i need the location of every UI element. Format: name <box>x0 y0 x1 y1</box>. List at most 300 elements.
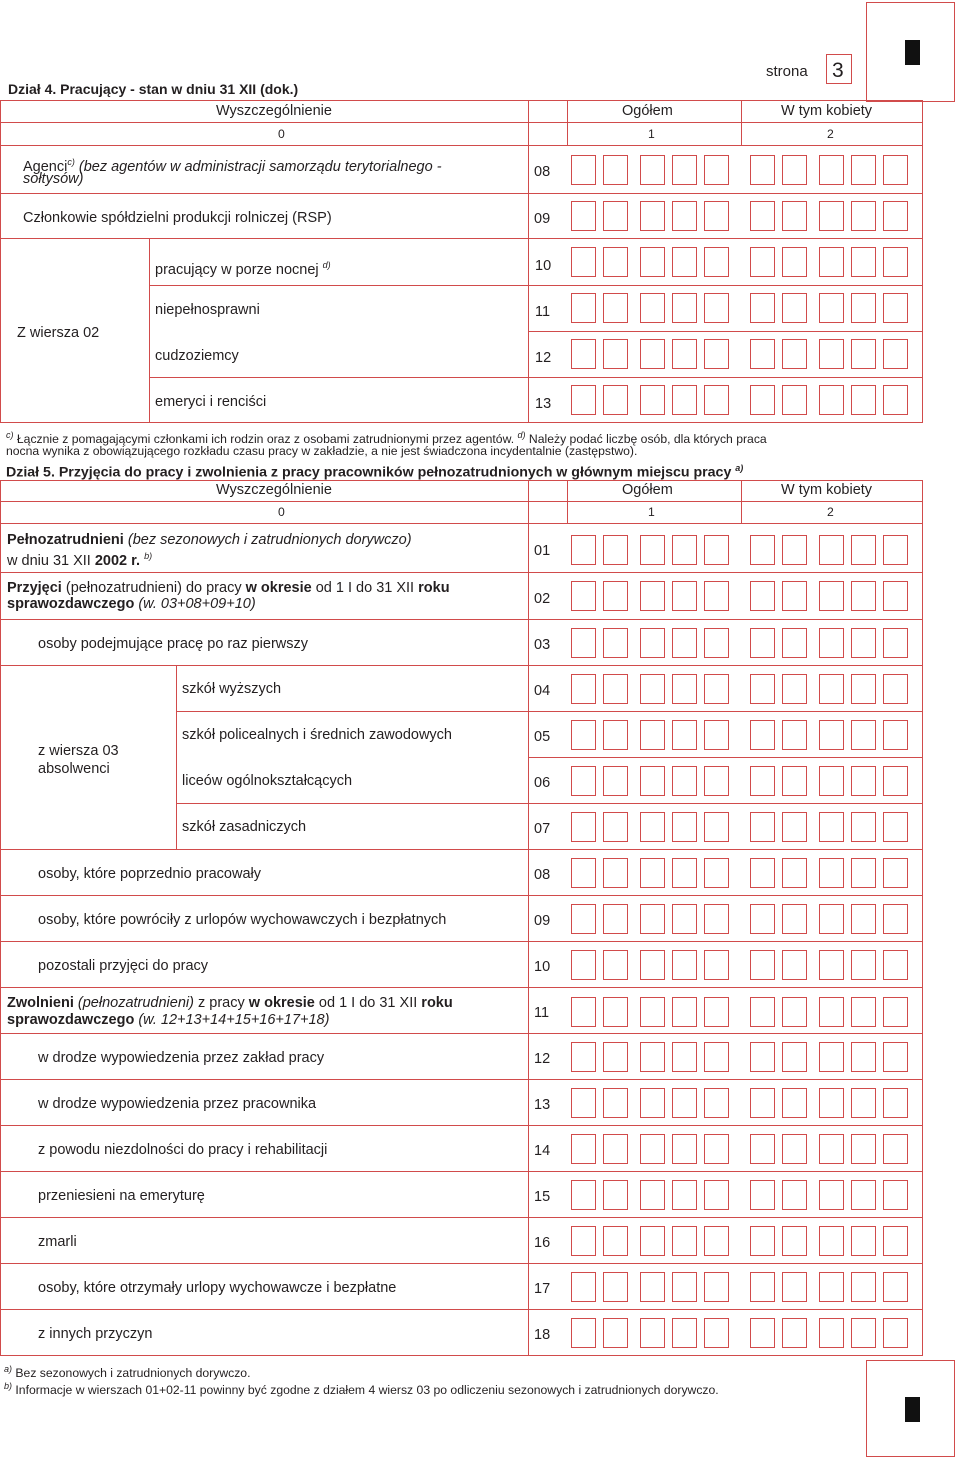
digit-cell-s5-15-total-b-1[interactable] <box>640 1180 665 1210</box>
digit-cell-s5-01-total-b-1[interactable] <box>640 535 665 565</box>
digit-cell-s5-01-women-b-1[interactable] <box>819 535 844 565</box>
s5-row11-label-line1: Zwolnieni (pełnozatrudnieni) z pracy w okresie od 1 I do 31 XII roku <box>7 995 453 1011</box>
digit-cell-s5-05-women-a-2[interactable] <box>782 720 807 750</box>
digit-cell-s5-11-total-b-3[interactable] <box>704 997 729 1027</box>
digit-cell-s5-06-total-a-1[interactable] <box>571 766 596 796</box>
digit-cell-s5-11-women-a-2[interactable] <box>782 997 807 1027</box>
digit-cell-s4-09-total-b-2[interactable] <box>672 201 697 231</box>
digit-cell-s4-08-total-b-2[interactable] <box>672 155 697 185</box>
digit-cell-s5-14-women-b-1[interactable] <box>819 1134 844 1164</box>
digit-cell-s4-13-women-b-1[interactable] <box>819 385 844 415</box>
digit-cell-s5-01-total-a-2[interactable] <box>603 535 628 565</box>
digit-cell-s4-11-women-a-2[interactable] <box>782 293 807 323</box>
s4-group-label: Z wiersza 02 <box>17 325 100 341</box>
digit-cell-s5-10-women-b-2[interactable] <box>851 950 876 980</box>
digit-cell-s5-04-total-b-3[interactable] <box>704 674 729 704</box>
digit-cell-s5-10-total-a-1[interactable] <box>571 950 596 980</box>
digit-cell-s5-15-women-b-1[interactable] <box>819 1180 844 1210</box>
digit-cell-s5-13-total-b-3[interactable] <box>704 1088 729 1118</box>
digit-cell-s4-13-total-b-2[interactable] <box>672 385 697 415</box>
digit-cell-s5-16-total-a-2[interactable] <box>603 1226 628 1256</box>
digit-cell-s5-13-women-b-3[interactable] <box>883 1088 908 1118</box>
s5-row02-label-line1: Przyjęci (pełnozatrudnieni) do pracy w okresie od 1 I do 31 XII roku <box>7 580 450 596</box>
digit-cell-s5-09-women-b-1[interactable] <box>819 904 844 934</box>
digit-cell-s5-18-women-a-2[interactable] <box>782 1318 807 1348</box>
digit-cell-s5-03-total-b-2[interactable] <box>672 628 697 658</box>
digit-cell-s5-18-total-a-2[interactable] <box>603 1318 628 1348</box>
digit-cell-s5-17-women-b-3[interactable] <box>883 1272 908 1302</box>
digit-cell-s5-04-total-a-1[interactable] <box>571 674 596 704</box>
s4-row09-label: Członkowie spółdzielni produkcji rolniczej (RSP) <box>23 210 332 226</box>
digit-cell-s5-12-women-a-2[interactable] <box>782 1042 807 1072</box>
digit-cell-s5-07-total-b-1[interactable] <box>640 812 665 842</box>
digit-cell-s5-17-total-a-1[interactable] <box>571 1272 596 1302</box>
digit-cell-s5-16-total-b-3[interactable] <box>704 1226 729 1256</box>
digit-cell-s4-13-women-a-2[interactable] <box>782 385 807 415</box>
s5-row09-label: osoby, które powróciły z urlopów wychowawczych i bezpłatnych <box>38 912 447 928</box>
digit-cell-s5-10-women-b-1[interactable] <box>819 950 844 980</box>
s4-col-number-1: 1 <box>648 127 655 141</box>
digit-cell-s5-07-women-b-1[interactable] <box>819 812 844 842</box>
digit-cell-s5-09-women-b-3[interactable] <box>883 904 908 934</box>
digit-cell-s5-14-women-a-1[interactable] <box>750 1134 775 1164</box>
digit-cell-s5-06-women-b-3[interactable] <box>883 766 908 796</box>
s4-col-header-2: W tym kobiety <box>781 103 873 119</box>
digit-cell-s5-08-total-a-2[interactable] <box>603 858 628 888</box>
digit-cell-s5-01-women-a-1[interactable] <box>750 535 775 565</box>
digit-cell-s5-04-women-a-2[interactable] <box>782 674 807 704</box>
digit-cell-s4-10-total-b-2[interactable] <box>672 247 697 277</box>
s4-row12-number: 12 <box>535 350 552 366</box>
digit-cell-s4-11-women-a-1[interactable] <box>750 293 775 323</box>
s5-row13-label: w drodze wypowiedzenia przez pracownika <box>38 1096 317 1112</box>
digit-cell-s4-10-total-b-1[interactable] <box>640 247 665 277</box>
s5-row04-label: szkół wyższych <box>182 681 282 697</box>
s5-row07-number: 07 <box>534 821 551 837</box>
digit-cell-s5-08-women-b-1[interactable] <box>819 858 844 888</box>
s4-row13-label: emeryci i renciści <box>155 394 267 410</box>
s5-row10-label: pozostali przyjęci do pracy <box>38 958 209 974</box>
digit-cell-s5-15-total-b-2[interactable] <box>672 1180 697 1210</box>
s4-row08-label-line2: sołtysów) <box>23 171 84 187</box>
digit-cell-s4-09-women-b-3[interactable] <box>883 201 908 231</box>
digit-cell-s5-09-total-b-3[interactable] <box>704 904 729 934</box>
s4-row08-number: 08 <box>534 164 551 180</box>
digit-cell-s5-18-total-b-3[interactable] <box>704 1318 729 1348</box>
digit-cell-s4-09-total-b-1[interactable] <box>640 201 665 231</box>
s5-row18-number: 18 <box>534 1327 551 1343</box>
digit-cell-s5-11-women-b-3[interactable] <box>883 997 908 1027</box>
digit-cell-s5-14-total-b-1[interactable] <box>640 1134 665 1164</box>
s4-row09-number: 09 <box>534 211 551 227</box>
s5-col-number-1: 1 <box>648 505 655 519</box>
s4-row10-number: 10 <box>535 258 552 274</box>
digit-cell-s4-12-total-b-2[interactable] <box>672 339 697 369</box>
digit-cell-s5-16-total-b-2[interactable] <box>672 1226 697 1256</box>
digit-cell-s5-08-women-b-2[interactable] <box>851 858 876 888</box>
digit-cell-s5-14-women-b-2[interactable] <box>851 1134 876 1164</box>
digit-cell-s5-10-total-a-2[interactable] <box>603 950 628 980</box>
digit-cell-s5-06-women-b-2[interactable] <box>851 766 876 796</box>
digit-cell-s4-09-women-b-1[interactable] <box>819 201 844 231</box>
s4-row11-number: 11 <box>535 304 551 320</box>
digit-cell-s5-17-women-b-1[interactable] <box>819 1272 844 1302</box>
digit-cell-s5-13-total-b-2[interactable] <box>672 1088 697 1118</box>
digit-cell-s5-03-total-b-1[interactable] <box>640 628 665 658</box>
digit-cell-s5-01-women-b-2[interactable] <box>851 535 876 565</box>
digit-cell-s4-09-total-b-3[interactable] <box>704 201 729 231</box>
digit-cell-s5-04-women-b-2[interactable] <box>851 674 876 704</box>
page-label: strona <box>766 63 808 80</box>
digit-cell-s5-13-women-a-1[interactable] <box>750 1088 775 1118</box>
digit-cell-s5-06-women-a-1[interactable] <box>750 766 775 796</box>
digit-cell-s5-04-women-a-1[interactable] <box>750 674 775 704</box>
digit-cell-s5-11-women-b-2[interactable] <box>851 997 876 1027</box>
digit-cell-s5-13-women-b-2[interactable] <box>851 1088 876 1118</box>
digit-cell-s5-11-total-a-2[interactable] <box>603 997 628 1027</box>
digit-cell-s5-10-total-b-2[interactable] <box>672 950 697 980</box>
digit-cell-s4-12-women-a-1[interactable] <box>750 339 775 369</box>
digit-cell-s4-08-women-b-3[interactable] <box>883 155 908 185</box>
digit-cell-s5-08-total-b-1[interactable] <box>640 858 665 888</box>
s5-row16-label: zmarli <box>38 1234 77 1250</box>
digit-cell-s5-02-total-b-2[interactable] <box>672 581 697 611</box>
s4-col-header-0: Wyszczególnienie <box>216 103 332 119</box>
digit-cell-s4-10-women-b-2[interactable] <box>851 247 876 277</box>
digit-cell-s4-09-women-a-1[interactable] <box>750 201 775 231</box>
digit-cell-s5-07-women-b-3[interactable] <box>883 812 908 842</box>
digit-cell-s5-09-women-a-2[interactable] <box>782 904 807 934</box>
digit-cell-s5-14-women-a-2[interactable] <box>782 1134 807 1164</box>
digit-cell-s5-03-women-a-2[interactable] <box>782 628 807 658</box>
digit-cell-s5-18-total-b-2[interactable] <box>672 1318 697 1348</box>
digit-cell-s5-05-total-b-1[interactable] <box>640 720 665 750</box>
s5-footnote-a: $^{a)}$ Bez sezonowych i zatrudnionych dorywczo. <box>4 1364 251 1381</box>
s4-row13-number: 13 <box>535 396 552 412</box>
digit-cell-s5-10-total-b-3[interactable] <box>704 950 729 980</box>
digit-cell-s4-12-women-b-3[interactable] <box>883 339 908 369</box>
digit-cell-s5-01-total-b-2[interactable] <box>672 535 697 565</box>
digit-cell-s5-11-total-b-2[interactable] <box>672 997 697 1027</box>
digit-cell-s5-02-total-a-1[interactable] <box>571 581 596 611</box>
digit-cell-s5-04-total-a-2[interactable] <box>603 674 628 704</box>
digit-cell-s5-02-total-a-2[interactable] <box>603 581 628 611</box>
s4-footnote-line2: nocna wynika z obowiązującego rozkładu czasu pracy w zakładzie, a nie jest świadczona incydentalnie (zastępstwo). <box>6 444 638 458</box>
s5-row18-label: z innych przyczyn <box>38 1326 153 1342</box>
digit-cell-s4-11-total-a-1[interactable] <box>571 293 596 323</box>
digit-cell-s5-18-total-a-1[interactable] <box>571 1318 596 1348</box>
digit-cell-s5-13-women-a-2[interactable] <box>782 1088 807 1118</box>
digit-cell-s5-17-women-b-2[interactable] <box>851 1272 876 1302</box>
s5-row10-number: 10 <box>534 959 551 975</box>
digit-cell-s5-18-women-b-3[interactable] <box>883 1318 908 1348</box>
digit-cell-s4-09-women-b-2[interactable] <box>851 201 876 231</box>
s5-row09-number: 09 <box>534 913 551 929</box>
digit-cell-s5-01-women-a-2[interactable] <box>782 535 807 565</box>
digit-cell-s5-10-women-a-2[interactable] <box>782 950 807 980</box>
digit-cell-s5-17-women-a-1[interactable] <box>750 1272 775 1302</box>
registration-mark-top <box>866 2 955 102</box>
digit-cell-s5-10-women-a-1[interactable] <box>750 950 775 980</box>
digit-cell-s5-12-women-b-2[interactable] <box>851 1042 876 1072</box>
digit-cell-s5-07-women-b-2[interactable] <box>851 812 876 842</box>
digit-cell-s5-14-women-b-3[interactable] <box>883 1134 908 1164</box>
digit-cell-s5-04-women-b-3[interactable] <box>883 674 908 704</box>
digit-cell-s4-12-women-b-2[interactable] <box>851 339 876 369</box>
digit-cell-s5-16-total-b-1[interactable] <box>640 1226 665 1256</box>
digit-cell-s5-01-total-a-1[interactable] <box>571 535 596 565</box>
digit-cell-s5-12-total-a-2[interactable] <box>603 1042 628 1072</box>
digit-cell-s5-07-total-b-3[interactable] <box>704 812 729 842</box>
digit-cell-s4-11-women-b-2[interactable] <box>851 293 876 323</box>
digit-cell-s5-15-total-b-3[interactable] <box>704 1180 729 1210</box>
digit-cell-s5-07-women-a-1[interactable] <box>750 812 775 842</box>
digit-cell-s5-12-women-b-3[interactable] <box>883 1042 908 1072</box>
s5-row14-number: 14 <box>534 1143 551 1159</box>
digit-cell-s5-05-women-b-3[interactable] <box>883 720 908 750</box>
digit-cell-s5-13-total-a-2[interactable] <box>603 1088 628 1118</box>
digit-cell-s5-09-total-a-1[interactable] <box>571 904 596 934</box>
digit-cell-s4-13-women-b-3[interactable] <box>883 385 908 415</box>
s4-col-number-0: 0 <box>278 127 285 141</box>
digit-cell-s5-16-women-b-2[interactable] <box>851 1226 876 1256</box>
s5-row15-label: przeniesieni na emeryturę <box>38 1188 205 1204</box>
digit-cell-s5-18-women-b-1[interactable] <box>819 1318 844 1348</box>
digit-cell-s5-15-women-a-2[interactable] <box>782 1180 807 1210</box>
digit-cell-s4-08-total-a-1[interactable] <box>571 155 596 185</box>
digit-cell-s5-09-women-b-2[interactable] <box>851 904 876 934</box>
digit-cell-s4-09-women-a-2[interactable] <box>782 201 807 231</box>
digit-cell-s4-13-total-b-3[interactable] <box>704 385 729 415</box>
digit-cell-s5-02-women-b-1[interactable] <box>819 581 844 611</box>
digit-cell-s5-12-total-b-1[interactable] <box>640 1042 665 1072</box>
digit-cell-s5-17-total-b-3[interactable] <box>704 1272 729 1302</box>
digit-cell-s5-09-total-b-2[interactable] <box>672 904 697 934</box>
s5-row14-label: z powodu niezdolności do pracy i rehabilitacji <box>38 1142 328 1158</box>
digit-cell-s4-12-total-b-1[interactable] <box>640 339 665 369</box>
digit-cell-s5-06-total-b-3[interactable] <box>704 766 729 796</box>
digit-cell-s5-15-total-a-2[interactable] <box>603 1180 628 1210</box>
digit-cell-s5-04-total-b-2[interactable] <box>672 674 697 704</box>
digit-cell-s5-02-women-a-2[interactable] <box>782 581 807 611</box>
digit-cell-s5-15-total-a-1[interactable] <box>571 1180 596 1210</box>
digit-cell-s4-08-women-b-2[interactable] <box>851 155 876 185</box>
digit-cell-s5-02-total-b-1[interactable] <box>640 581 665 611</box>
digit-cell-s5-06-total-b-2[interactable] <box>672 766 697 796</box>
digit-cell-s5-08-women-b-3[interactable] <box>883 858 908 888</box>
digit-cell-s5-10-women-b-3[interactable] <box>883 950 908 980</box>
s5-row12-number: 12 <box>534 1051 551 1067</box>
s5-row12-label: w drodze wypowiedzenia przez zakład pracy <box>38 1050 325 1066</box>
s5-row08-label: osoby, które poprzednio pracowały <box>38 866 261 882</box>
digit-cell-s5-11-total-a-1[interactable] <box>571 997 596 1027</box>
digit-cell-s5-06-total-b-1[interactable] <box>640 766 665 796</box>
digit-cell-s5-12-total-b-2[interactable] <box>672 1042 697 1072</box>
digit-cell-s4-08-total-a-2[interactable] <box>603 155 628 185</box>
s5-row15-number: 15 <box>534 1189 551 1205</box>
s4-row10-label: pracujący w porze nocnej $^{d)}$ <box>155 260 331 278</box>
digit-cell-s5-02-women-b-3[interactable] <box>883 581 908 611</box>
digit-cell-s5-15-women-b-3[interactable] <box>883 1180 908 1210</box>
digit-cell-s5-07-total-b-2[interactable] <box>672 812 697 842</box>
digit-cell-s4-08-women-a-2[interactable] <box>782 155 807 185</box>
digit-cell-s4-10-total-a-2[interactable] <box>603 247 628 277</box>
digit-cell-s5-02-women-a-1[interactable] <box>750 581 775 611</box>
digit-cell-s5-13-total-b-1[interactable] <box>640 1088 665 1118</box>
digit-cell-s5-05-total-a-2[interactable] <box>603 720 628 750</box>
s5-row05-number: 05 <box>534 729 551 745</box>
digit-cell-s5-15-women-b-2[interactable] <box>851 1180 876 1210</box>
digit-cell-s4-11-total-a-2[interactable] <box>603 293 628 323</box>
digit-cell-s5-07-women-a-2[interactable] <box>782 812 807 842</box>
digit-cell-s5-12-women-a-1[interactable] <box>750 1042 775 1072</box>
digit-cell-s5-03-women-b-2[interactable] <box>851 628 876 658</box>
digit-cell-s5-01-total-b-3[interactable] <box>704 535 729 565</box>
digit-cell-s5-14-total-a-2[interactable] <box>603 1134 628 1164</box>
digit-cell-s5-17-total-b-1[interactable] <box>640 1272 665 1302</box>
s4-col-number-2: 2 <box>827 127 834 141</box>
digit-cell-s5-03-total-a-2[interactable] <box>603 628 628 658</box>
digit-cell-s5-16-women-a-1[interactable] <box>750 1226 775 1256</box>
digit-cell-s5-14-total-b-2[interactable] <box>672 1134 697 1164</box>
digit-cell-s5-09-total-a-2[interactable] <box>603 904 628 934</box>
digit-cell-s5-16-women-b-1[interactable] <box>819 1226 844 1256</box>
digit-cell-s4-13-women-b-2[interactable] <box>851 385 876 415</box>
digit-cell-s5-17-total-a-2[interactable] <box>603 1272 628 1302</box>
digit-cell-s5-18-women-a-1[interactable] <box>750 1318 775 1348</box>
digit-cell-s4-12-women-a-2[interactable] <box>782 339 807 369</box>
s5-row01-number: 01 <box>534 543 551 559</box>
s5-row01-label-line1: Pełnozatrudnieni (bez sezonowych i zatrudnionych dorywczo) <box>7 532 412 548</box>
digit-cell-s5-17-women-a-2[interactable] <box>782 1272 807 1302</box>
digit-cell-s4-10-women-a-2[interactable] <box>782 247 807 277</box>
s5-row06-number: 06 <box>534 775 551 791</box>
digit-cell-s4-08-women-a-1[interactable] <box>750 155 775 185</box>
digit-cell-s5-03-women-a-1[interactable] <box>750 628 775 658</box>
digit-cell-s5-11-total-b-1[interactable] <box>640 997 665 1027</box>
digit-cell-s5-05-total-b-3[interactable] <box>704 720 729 750</box>
digit-cell-s5-18-total-b-1[interactable] <box>640 1318 665 1348</box>
digit-cell-s5-12-total-b-3[interactable] <box>704 1042 729 1072</box>
digit-cell-s5-02-total-b-3[interactable] <box>704 581 729 611</box>
digit-cell-s4-10-women-b-3[interactable] <box>883 247 908 277</box>
digit-cell-s5-04-total-b-1[interactable] <box>640 674 665 704</box>
digit-cell-s5-09-total-b-1[interactable] <box>640 904 665 934</box>
digit-cell-s5-12-total-a-1[interactable] <box>571 1042 596 1072</box>
digit-cell-s4-08-total-b-3[interactable] <box>704 155 729 185</box>
digit-cell-s4-11-total-b-3[interactable] <box>704 293 729 323</box>
digit-cell-s5-06-women-b-1[interactable] <box>819 766 844 796</box>
digit-cell-s4-13-total-a-1[interactable] <box>571 385 596 415</box>
digit-cell-s5-18-women-b-2[interactable] <box>851 1318 876 1348</box>
digit-cell-s5-07-total-a-2[interactable] <box>603 812 628 842</box>
digit-cell-s5-13-women-b-1[interactable] <box>819 1088 844 1118</box>
s5-row06-label: liceów ogólnokształcących <box>182 773 353 789</box>
digit-cell-s5-06-total-a-2[interactable] <box>603 766 628 796</box>
s5-grad-label-line2: absolwenci <box>38 761 110 777</box>
digit-cell-s5-08-total-b-2[interactable] <box>672 858 697 888</box>
digit-cell-s5-17-total-b-2[interactable] <box>672 1272 697 1302</box>
digit-cell-s5-08-women-a-1[interactable] <box>750 858 775 888</box>
digit-cell-s5-07-total-a-1[interactable] <box>571 812 596 842</box>
digit-cell-s4-12-total-a-1[interactable] <box>571 339 596 369</box>
digit-cell-s5-16-women-a-2[interactable] <box>782 1226 807 1256</box>
digit-cell-s5-02-women-b-2[interactable] <box>851 581 876 611</box>
digit-cell-s5-08-women-a-2[interactable] <box>782 858 807 888</box>
digit-cell-s4-11-women-b-1[interactable] <box>819 293 844 323</box>
digit-cell-s5-05-women-b-1[interactable] <box>819 720 844 750</box>
s5-col-header-1: Ogółem <box>622 482 673 498</box>
digit-cell-s5-05-women-b-2[interactable] <box>851 720 876 750</box>
digit-cell-s5-01-women-b-3[interactable] <box>883 535 908 565</box>
digit-cell-s5-05-total-a-1[interactable] <box>571 720 596 750</box>
digit-cell-s5-08-total-b-3[interactable] <box>704 858 729 888</box>
digit-cell-s4-09-total-a-2[interactable] <box>603 201 628 231</box>
registration-mark-bottom <box>866 1360 955 1457</box>
digit-cell-s5-12-women-b-1[interactable] <box>819 1042 844 1072</box>
digit-cell-s5-09-women-a-1[interactable] <box>750 904 775 934</box>
section4-title: Dział 4. Pracujący - stan w dniu 31 XII (dok.) <box>8 81 299 97</box>
digit-cell-s5-03-total-b-3[interactable] <box>704 628 729 658</box>
digit-cell-s4-11-total-b-1[interactable] <box>640 293 665 323</box>
digit-cell-s4-13-total-a-2[interactable] <box>603 385 628 415</box>
digit-cell-s4-13-total-b-1[interactable] <box>640 385 665 415</box>
digit-cell-s5-16-total-a-1[interactable] <box>571 1226 596 1256</box>
digit-cell-s5-10-total-b-1[interactable] <box>640 950 665 980</box>
digit-cell-s5-03-women-b-1[interactable] <box>819 628 844 658</box>
s5-row01-label-line2: w dniu 31 XII 2002 r. $^{b)}$ <box>7 551 153 569</box>
s5-row13-number: 13 <box>534 1097 551 1113</box>
digit-cell-s5-05-women-a-1[interactable] <box>750 720 775 750</box>
digit-cell-s4-12-total-b-3[interactable] <box>704 339 729 369</box>
digit-cell-s4-10-total-a-1[interactable] <box>571 247 596 277</box>
digit-cell-s5-04-women-b-1[interactable] <box>819 674 844 704</box>
digit-cell-s4-12-total-a-2[interactable] <box>603 339 628 369</box>
s5-footnote-b: $^{b)}$ Informacje w wierszach 01+02-11 powinny być zgodne z działem 4 wiersz 03 po odliczeniu sezonowych i zatrudnionych dorywczo. <box>4 1381 719 1398</box>
digit-cell-s4-11-total-b-2[interactable] <box>672 293 697 323</box>
s5-row05-label: szkół policealnych i średnich zawodowych <box>182 727 452 743</box>
s5-row16-number: 16 <box>534 1235 551 1251</box>
s5-col-number-2: 2 <box>827 505 834 519</box>
digit-cell-s5-05-total-b-2[interactable] <box>672 720 697 750</box>
s4-row08-label-line1: Agenci$^{c)}$ (bez agentów w administracji samorządu terytorialnego - <box>23 157 442 175</box>
digit-cell-s4-10-total-b-3[interactable] <box>704 247 729 277</box>
digit-cell-s5-08-total-a-1[interactable] <box>571 858 596 888</box>
digit-cell-s5-06-women-a-2[interactable] <box>782 766 807 796</box>
s4-row11-label: niepełnosprawni <box>155 302 260 318</box>
digit-cell-s4-10-women-a-1[interactable] <box>750 247 775 277</box>
digit-cell-s4-13-women-a-1[interactable] <box>750 385 775 415</box>
digit-cell-s5-13-total-a-1[interactable] <box>571 1088 596 1118</box>
section5-title: Dział 5. Przyjęcia do pracy i zwolnienia z pracy pracowników pełnozatrudnionych w głównym miejscu pracy $^{a)}$ <box>6 463 744 481</box>
digit-cell-s5-16-women-b-3[interactable] <box>883 1226 908 1256</box>
digit-cell-s5-03-total-a-1[interactable] <box>571 628 596 658</box>
s5-row02-label-line2: sprawozdawczego (w. 03+08+09+10) <box>7 596 256 612</box>
digit-cell-s4-11-women-b-3[interactable] <box>883 293 908 323</box>
digit-cell-s5-14-total-a-1[interactable] <box>571 1134 596 1164</box>
digit-cell-s4-12-women-b-1[interactable] <box>819 339 844 369</box>
digit-cell-s5-15-women-a-1[interactable] <box>750 1180 775 1210</box>
s5-row17-number: 17 <box>534 1281 551 1297</box>
digit-cell-s5-11-women-a-1[interactable] <box>750 997 775 1027</box>
digit-cell-s5-11-women-b-1[interactable] <box>819 997 844 1027</box>
digit-cell-s5-14-total-b-3[interactable] <box>704 1134 729 1164</box>
digit-cell-s4-08-women-b-1[interactable] <box>819 155 844 185</box>
digit-cell-s4-09-total-a-1[interactable] <box>571 201 596 231</box>
digit-cell-s5-03-women-b-3[interactable] <box>883 628 908 658</box>
digit-cell-s4-08-total-b-1[interactable] <box>640 155 665 185</box>
digit-cell-s4-10-women-b-1[interactable] <box>819 247 844 277</box>
